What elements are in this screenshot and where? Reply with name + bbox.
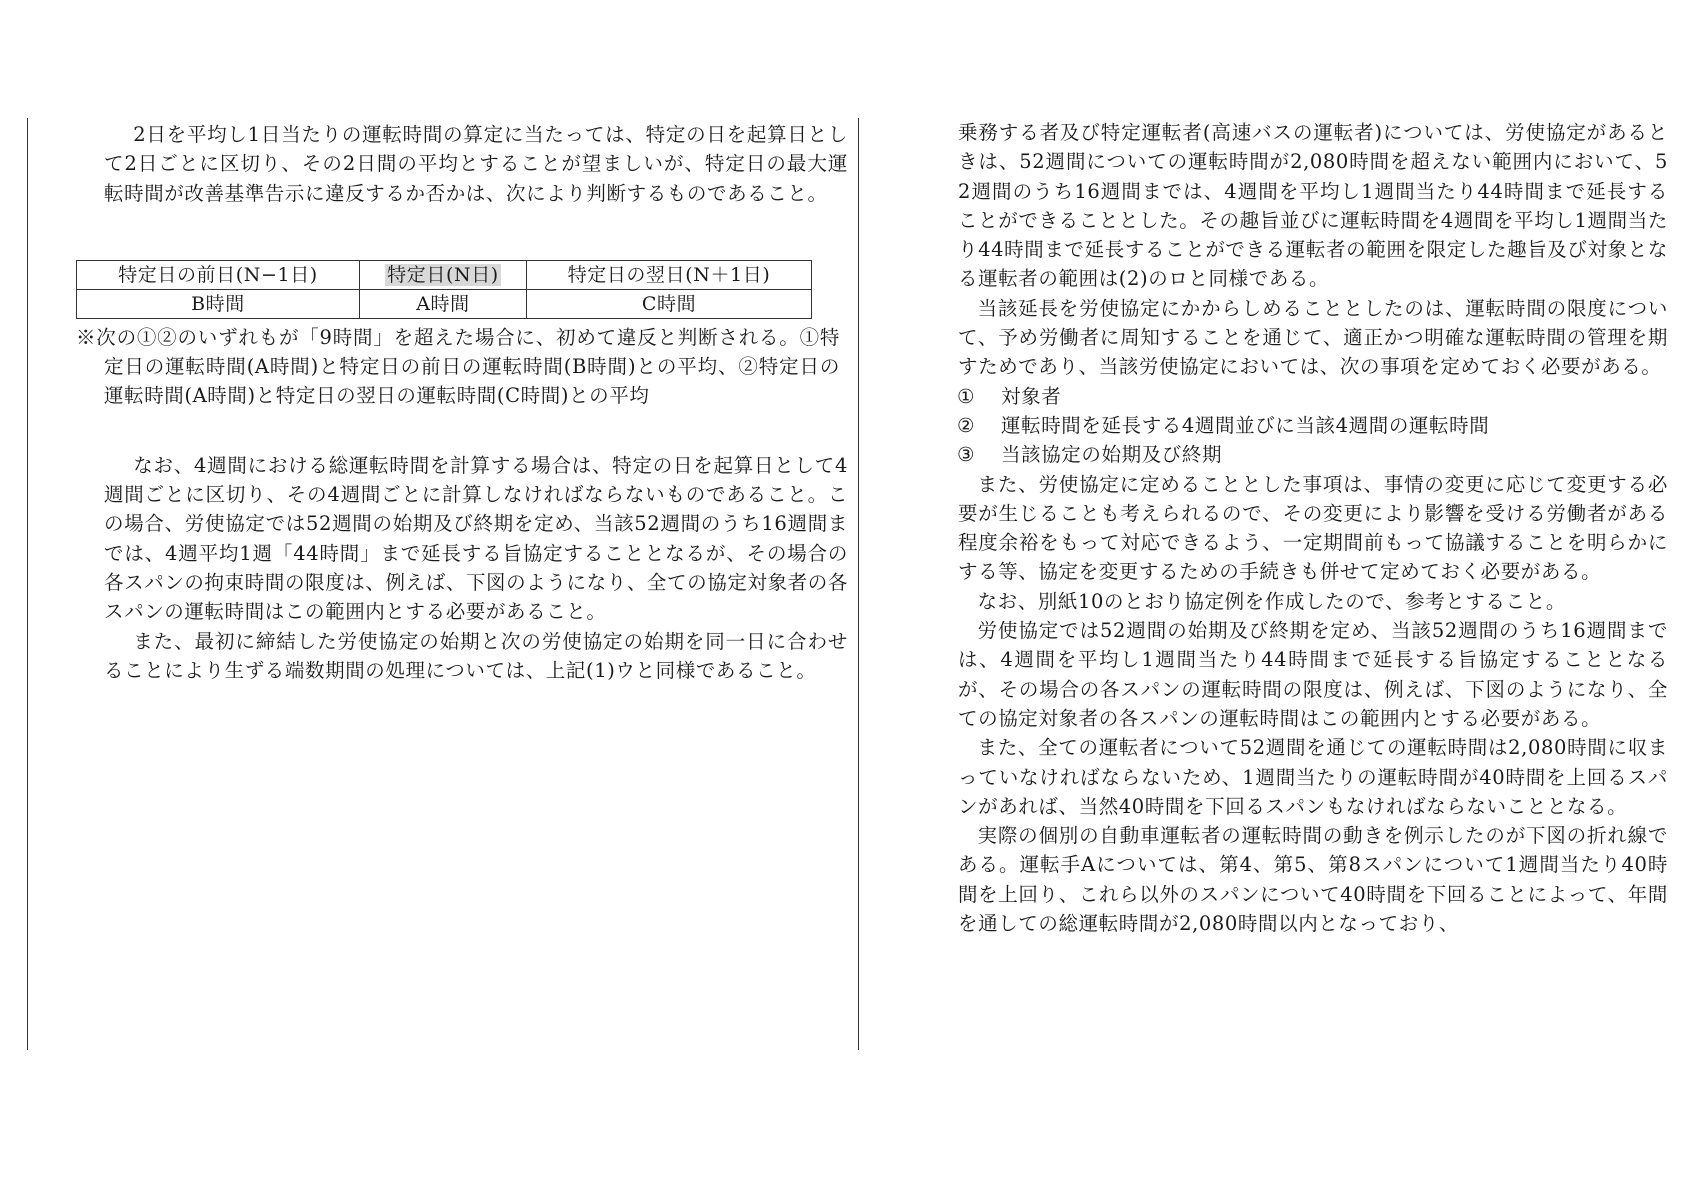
table-header-row	[77, 260, 812, 289]
right-paragraph-changes: また、労使協定に定めることとした事項は、事情の変更に応じて変更する必要が生じることも考えられるので、その変更により影響を受ける労働者がある程度余裕をもって対応できるよう、一定期間前もって協議することを明らかにする等、協定を変更するための手続きも併せて定めておく必要がある。	[958, 472, 1668, 584]
left-column	[76, 120, 848, 685]
right-paragraph-continuation: 乗務する者及び特定運転者(高速バスの運転者)については、労使協定があるときは、52週間についての運転時間が2,080時間を超えない範囲内において、52週間のうち16週間までは、4週間を平均し1週間当たり44時間まで延長することができることとした。その趣旨並びに運転時間を4週間を平均し1週間当たり44時間まで延長することができる運転者の範囲を限定した趣旨及び対象となる運転者の範囲は(2)のロと同様である。	[958, 121, 1668, 291]
list-item-number: ②	[957, 413, 976, 437]
left-paragraph-total-hours: なお、4週間における総運転時間を計算する場合は、特定の日を起算日として4週間ごとに区切り、その4週間ごとに計算しなければならないものであること。この場合、労使協定では52週間の始期及び終期を定め、当該52週間のうち16週間までは、4週平均1週「44時間」まで延長する旨協定することとなるが、その場合の各スパンの拘束時間の限度は、例えば、下図のようになり、全ての協定対象者の各スパンの運転時間はこの範囲内とする必要があること。	[104, 453, 848, 624]
right-paragraph-span-limits: 労使協定では52週間の始期及び終期を定め、当該52週間のうち16週間までは、4週間を平均し1週間当たり44時間まで延長する旨協定することとなるが、その場合の各スパンの運転時間の限度は、例えば、下図のようになり、全ての協定対象者の各スパンの運転時間はこの範囲内とする必要がある。	[958, 619, 1668, 730]
right-column	[958, 118, 1668, 938]
judgement-note: ※次の①②のいずれもが「9時間」を超えた場合に、初めて違反と判断される。①特定日の運転時間(A時間)と特定日の前日の運転時間(B時間)との平均、②特定日の運転時間(A時間)と特定日の翌日の運転時間(C時間)との平均	[76, 325, 840, 408]
table-cell-b-hours: B時間	[77, 289, 360, 318]
spacer	[104, 411, 848, 451]
list-item-text: 当該協定の始期及び終期	[1001, 443, 1223, 467]
list-item	[957, 382, 1667, 411]
column-divider-rule	[858, 118, 859, 1050]
right-paragraph-sample-agreement: なお、別紙10のとおり協定例を作成したので、参考とすること。	[977, 589, 1566, 613]
table-header-cell-prev-day: 特定日の前日(N−1日)	[77, 260, 360, 289]
list-item-text: 対象者	[1001, 384, 1062, 408]
table-value-row	[77, 289, 812, 318]
table-cell-c-hours: C時間	[527, 289, 812, 318]
list-item-number: ①	[957, 384, 976, 408]
table-header-cell-target-day	[360, 260, 527, 289]
right-paragraph-annual-total: また、全ての運転者について52週間を通じての運転時間は2,080時間に収まっていなければならないため、1週間当たりの運転時間が40時間を上回るスパンがあれば、当然40時間を下回るスパンもなければならないこととなる。	[958, 736, 1668, 818]
left-margin-rule	[27, 118, 28, 1050]
day-comparison-table	[76, 260, 812, 319]
table-cell-a-hours: A時間	[360, 289, 527, 318]
left-paragraph-fraction-period: また、最初に締結した労使協定の始期と次の労使協定の始期を同一日に合わせることにより生ずる端数期間の処理については、上記(1)ウと同様であること。	[104, 629, 848, 682]
list-item	[957, 411, 1667, 440]
table-header-cell-next-day: 特定日の翌日(N＋1日)	[527, 260, 812, 289]
list-item-text: 運転時間を延長する4週間並びに当該4週間の運転時間	[1001, 413, 1490, 437]
left-intro-paragraph: 2日を平均し1日当たりの運転時間の算定に当たっては、特定の日を起算日として2日ごとに区切り、その2日間の平均とすることが望ましいが、特定日の最大運転時間が改善基準告示に違反するか否かは、次により判断するものであること。	[104, 123, 848, 205]
highlighted-target-day-label: 特定日(N日)	[387, 263, 499, 286]
list-item	[957, 440, 1667, 469]
right-paragraph-agreement-purpose: 当該延長を労使協定にかからしめることとしたのは、運転時間の限度について、予め労働者に周知することを通じて、適正かつ明確な運転時間の管理を期すためであり、当該労使協定においては、次の事項を定めておく必要がある。	[958, 296, 1668, 379]
right-paragraph-driver-example: 実際の個別の自動車運転者の運転時間の動きを例示したのが下図の折れ線である。運転手Aについては、第4、第5、第8スパンについて1週間当たり40時間を上回り、これら以外のスパンについて40時間を下回ることによって、年間を通しての総運転時間が2,080時間以内となっており、	[958, 824, 1668, 936]
spacer	[104, 208, 848, 260]
list-item-number: ③	[957, 443, 976, 467]
